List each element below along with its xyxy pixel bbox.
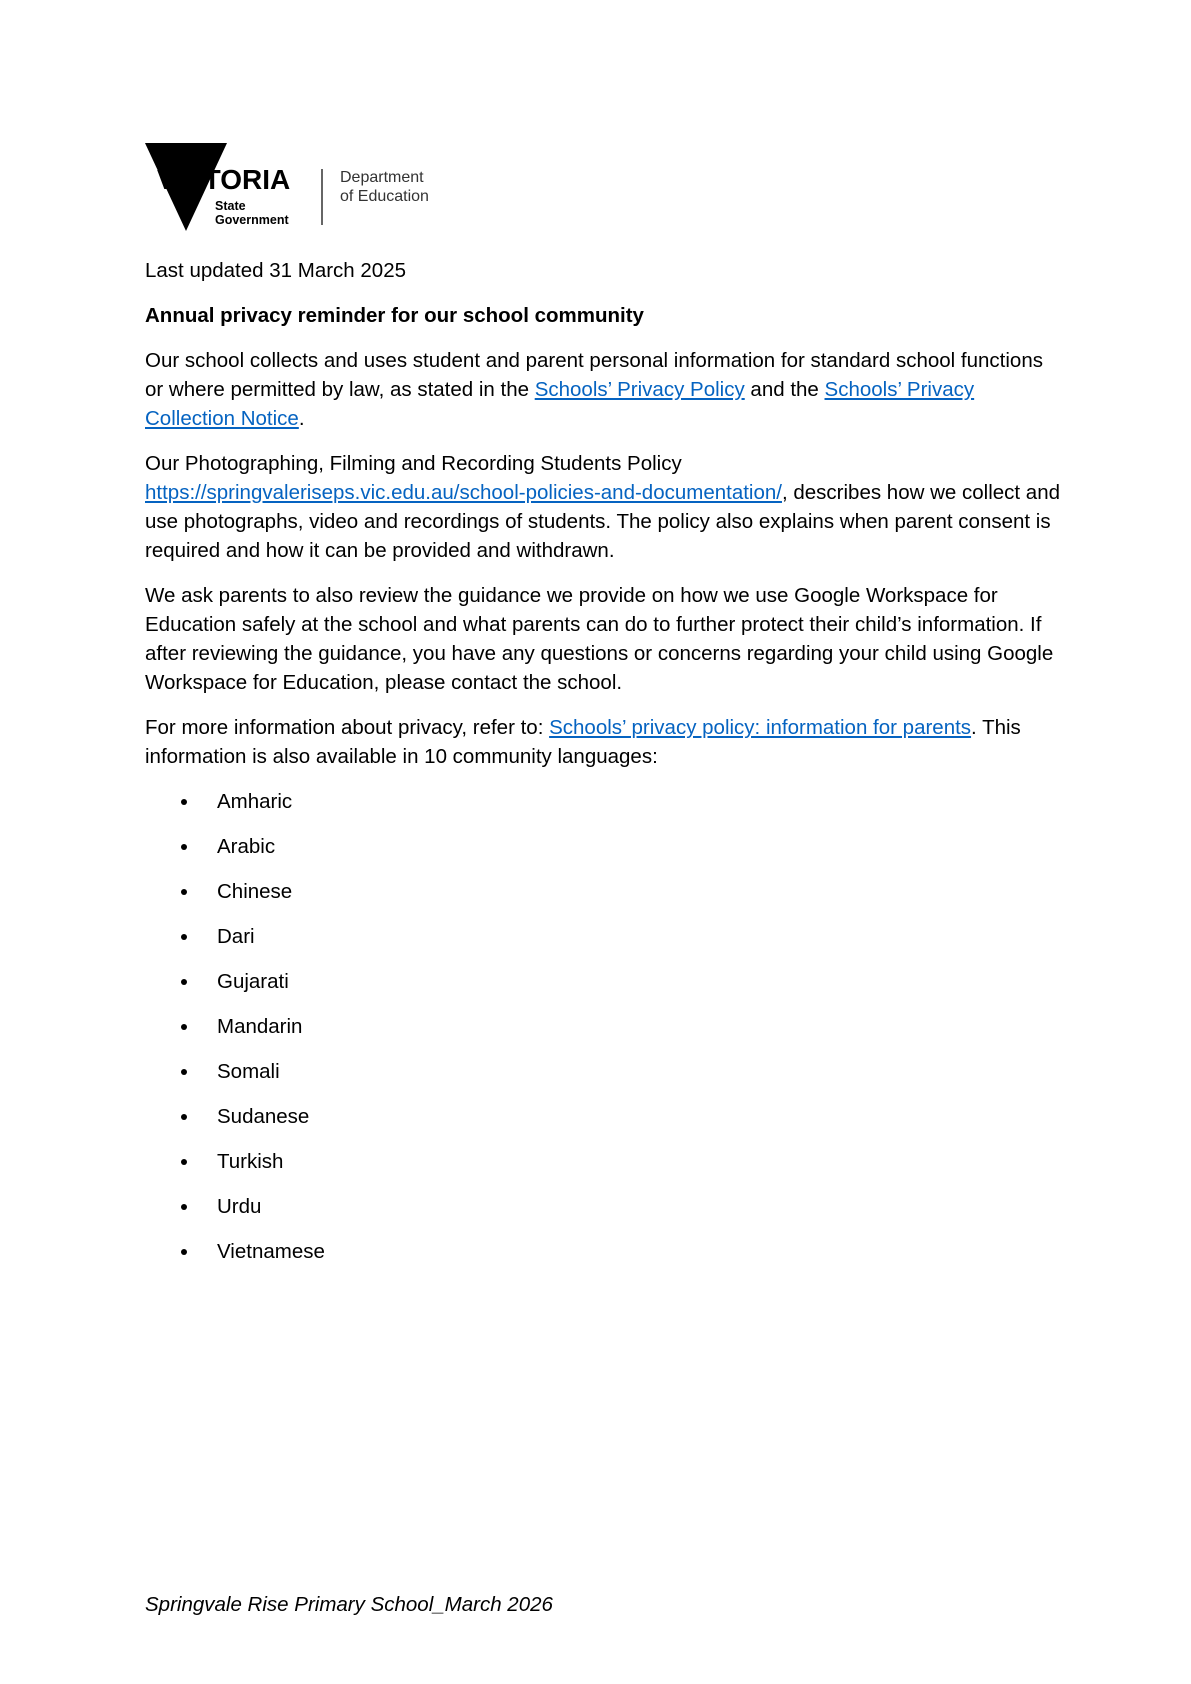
- list-item: [145, 787, 1065, 832]
- language-label: Mandarin: [217, 1015, 303, 1038]
- language-label: Chinese: [217, 880, 293, 903]
- bullet-icon: [181, 1114, 187, 1120]
- logo-sub1: State: [215, 199, 246, 213]
- list-item: [145, 832, 1065, 877]
- paragraph-more-info: [145, 713, 1065, 771]
- list-item: [145, 877, 1065, 922]
- paragraph-collection: [145, 346, 1065, 433]
- bullet-icon: [181, 799, 187, 805]
- p4-text-1: For more information about privacy, refer to:: [145, 716, 550, 739]
- list-item: [145, 1147, 1065, 1192]
- last-updated: Last updated 31 March 2025: [145, 259, 406, 282]
- list-item: [145, 1102, 1065, 1147]
- bullet-icon: [181, 1159, 187, 1165]
- language-label: Urdu: [217, 1195, 262, 1218]
- logo-sub2: Government: [215, 213, 289, 227]
- document-title: Annual privacy reminder for our school community: [145, 304, 644, 327]
- language-label: Somali: [217, 1060, 280, 1083]
- schools-privacy-policy-link[interactable]: Schools’ Privacy Policy: [534, 378, 745, 401]
- list-item: [145, 1192, 1065, 1237]
- privacy-collection-notice-link[interactable]: Schools’ Privacy Collection Notice: [145, 378, 975, 430]
- bullet-icon: [181, 1024, 187, 1030]
- document-body: [145, 256, 1065, 1282]
- bullet-icon: [181, 979, 187, 985]
- language-label: Sudanese: [217, 1105, 310, 1128]
- p2-text-2: , describes how we collect and use photographs, video and recordings of students. The policy also explains when parent consent is required and how it can be provided and withdrawn.: [145, 481, 1061, 562]
- bullet-icon: [181, 934, 187, 940]
- bullet-icon: [181, 844, 187, 850]
- language-list: [145, 787, 1065, 1282]
- language-label: Arabic: [217, 835, 276, 858]
- language-label: Gujarati: [217, 970, 289, 993]
- logo-dept-line1: Department: [340, 169, 424, 186]
- bullet-icon: [181, 889, 187, 895]
- school-policies-link[interactable]: https://springvaleriseps.vic.edu.au/school-policies-and-documentation/: [145, 481, 782, 504]
- bullet-icon: [181, 1249, 187, 1255]
- bullet-icon: [181, 1069, 187, 1075]
- paragraph-photography-policy: [145, 449, 1065, 565]
- privacy-info-for-parents-link[interactable]: Schools’ privacy policy: information for parents: [549, 716, 972, 739]
- logo-dept-line2: of Education: [340, 188, 429, 205]
- p1-text-2: and the: [744, 378, 825, 401]
- p1-text-3: .: [298, 407, 305, 430]
- language-label: Vietnamese: [217, 1240, 325, 1263]
- p2-text-1: Our Photographing, Filming and Recording Students Policy: [145, 452, 682, 475]
- language-label: Dari: [217, 925, 255, 948]
- list-item: [145, 1012, 1065, 1057]
- paragraph-google-workspace: We ask parents to also review the guidance we provide on how we use Google Workspace for Education safely at the school and what parents can do to further protect their child’s information. If after reviewing the guidance, you have any questions or concerns regarding your child using Google Workspace for Education, please contact the school.: [145, 584, 1054, 694]
- bullet-icon: [181, 1204, 187, 1210]
- victoria-state-government-logo: [145, 143, 445, 233]
- list-item: [145, 1057, 1065, 1102]
- language-label: Turkish: [217, 1150, 284, 1173]
- list-item: [145, 922, 1065, 967]
- logo-wordmark: VICTORIA: [157, 164, 291, 195]
- list-item: [145, 967, 1065, 1012]
- page-footer: Springvale Rise Primary School_March 2026: [145, 1593, 553, 1616]
- language-label: Amharic: [217, 790, 293, 813]
- p4-text-2: . This information is also available in 10 community languages:: [145, 716, 1021, 768]
- p1-text-1: Our school collects and uses student and parent personal information for standard school functions or where permitted by law, as stated in the: [145, 349, 1043, 401]
- list-item: [145, 1237, 1065, 1282]
